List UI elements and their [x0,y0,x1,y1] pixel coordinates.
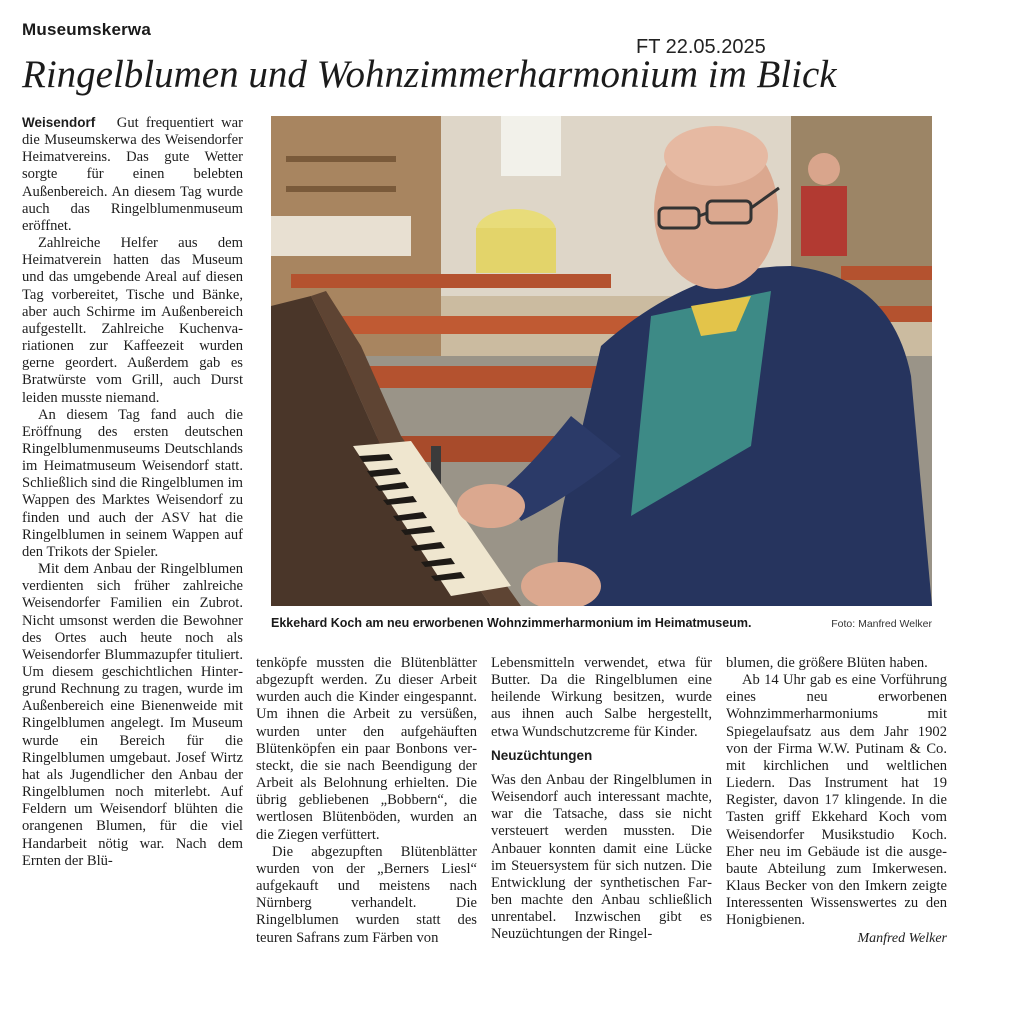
paragraph: Was den Anbau der Ringelblumen in Weisendorf auch interessant machte, war die Tatsache, dass sie nicht versteuert werden mussten. Die Anbauer konnten damit eine Lücke im Steuersystem für sich nutzen. Die Entwicklung der synthetischen Farben machte den Anbau schließlich unrentabel. Inzwischen gibt es Neuzüchtungen der Ringel- [491,771,712,943]
article-column-1 [22,114,243,870]
headline: Ringelblumen und Wohnzimmerharmonium im Blick [22,53,837,96]
paragraph: Mit dem Anbau der Ringelblumen verdienten sich früher zahlreiche Weisendorfer Familien ein Zubrot. Nicht umsonst werden die Bewohner des Ortes auch heute noch als Weisendorfer Blummazupfer tituliert. Um diesem geschichtlichen Hintergrund Rechnung zu tragen, wurde im Außenbereich eine Bienenweide mit Ringelblumen angelegt. Im Museum wurde ein Bereich für die Ringelblumen umgebaut. Josef Wirtz hat als Jugendlicher den Anbau der Ringelblumen noch miterlebt. Auf Feldern um Weisendorf blühten die orangenen Blumen, für die viel Handarbeit nötig war. Nach dem Ernten der Blü- [22,561,243,869]
paragraph-text: Gut frequentiert war die Museumskerwa des Weisendorfer Heimatvereins. Das gute Wetter sorgte für einen belebten Außenbereich. An diesem Tag wurde auch das Ringelblumenmuseum eröffnet. [22,115,243,234]
subheading: Neuzüchtungen [491,747,593,763]
photo-illustration [271,116,932,606]
date-line: FT 22.05.2025 [636,36,766,58]
article-photo [271,116,932,606]
paragraph: blumen, die größere Blüten haben. [726,655,928,671]
photo-credit: Foto: Manfred Welker [831,618,932,630]
paragraph: Die abgezupften Blütenblätter wurden von der „Berners Liesl“ aufgekauft und meistens nach Nürnberg verhandelt. Die Ringelblumen wurden statt des teuren Safrans zum Färben von [256,843,477,946]
paragraph: tenköpfe mussten die Blütenblätter abgezupft werden. Zu dieser Arbeit wurden auch die Kinder eingespannt. Um ihnen die Arbeit zu versüßen, wurden unter den aufgehäuften Blütenköpfen ein paar Bonbons versteckt, die sie nach Beendigung der Arbeit als Belohnung erhielten. Die übrig gebliebenen „Bobbern“, die wertlosen Blütenböden, wurden an die Ziegen verfüttert. [256,655,477,843]
paragraph: Ab 14 Uhr gab es eine Vorführung eines neu erworbenen Wohnzimmerharmoniums mit Spiegelaufsatz aus dem Jahr 1902 von der Firma W.W. Putinam & Co. mit kirchlichen und weltlichen Liedern. Das Instrument hat 19 Register, davon 17 klingende. In die Tasten griff Ekkehard Koch vom Weisendorfer Musikstudio Koch. Eher neu im Gebäude ist die ausgebaute Abteilung zum Imkerwesen. Klaus Becker von den Imkern zeigte Interessenten Wissenswertes zu den Honigbienen. [726,672,947,929]
article-column-2 [256,655,477,947]
article-column-4 [726,655,947,947]
location-label: Weisendorf [22,115,96,130]
section-kicker: Museumskerwa [22,20,152,39]
paragraph [22,114,243,235]
photo-caption: Ekkehard Koch am neu erworbenen Wohnzimmerharmonium im Heimatmuseum. [271,616,752,630]
author-byline: Manfred Welker [857,930,947,946]
paragraph: An diesem Tag fand auch die Eröffnung des ersten deutschen Ringelblumenmuseums Deutschlands im Heimatmuseum Weisendorf statt. Schließlich sind die Ringelblumen im Wappen des Marktes Weisendorf zu finden und auch der ASV hat die Ringelblumen in seinem Wappen auf den Trikots der Spieler. [22,406,243,560]
paragraph: Lebensmitteln verwendet, etwa für Butter. Da die Ringelblumen eine heilende Wirkung besitzen, wurde aus ihnen auch Salbe hergestellt, etwa Wundschutzcreme für Kinder. [491,655,712,740]
article-column-3 [491,655,712,944]
paragraph: Zahlreiche Helfer aus dem Heimatverein hatten das Museum und das umgebende Areal auf diesen Tag vorbereitet, Tische und Bänke, aber auch Schirme im Außenbereich aufgestellt. Zahlreiche Kuchenvariationen zur Kaffeezeit wurden gerne geordert. Außerdem gab es Bratwürste vom Grill, auch Durst leiden musste niemand. [22,235,243,406]
